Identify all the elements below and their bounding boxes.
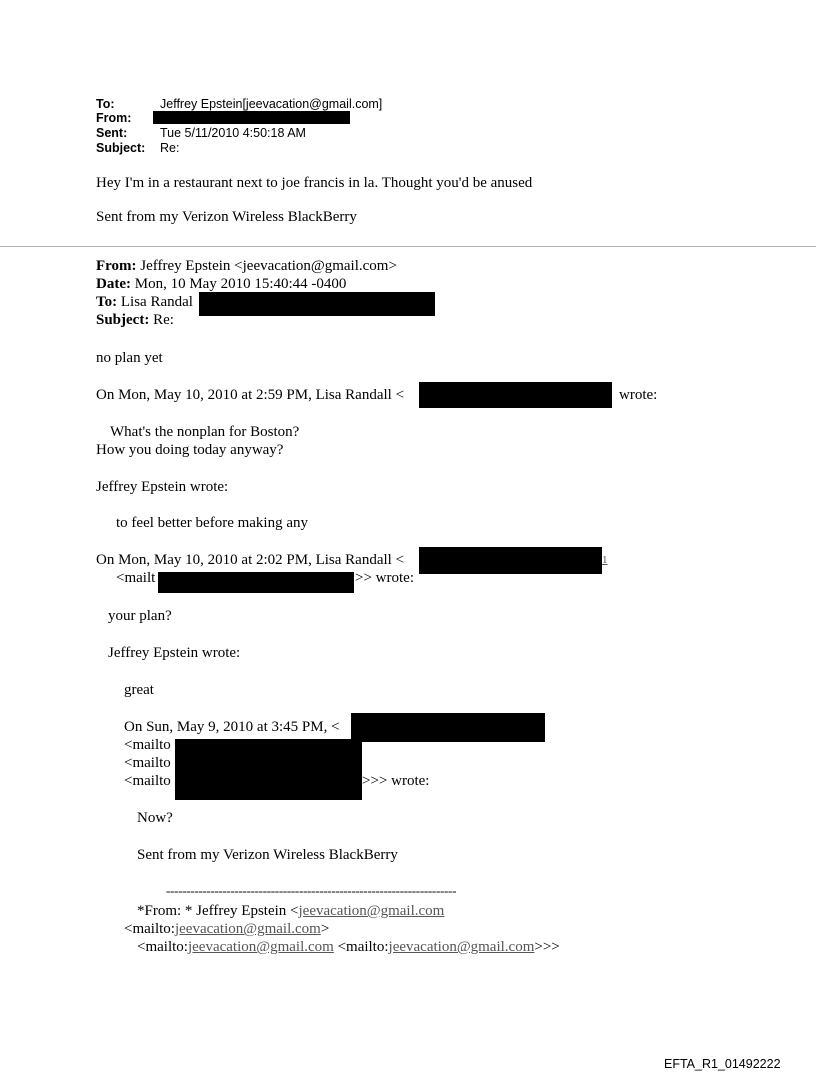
fwd-from-line	[137, 902, 444, 920]
to-value: Jeffrey Epstein[jeevacation@gmail.com]	[160, 97, 383, 111]
quoted-date-label: Date:	[96, 276, 131, 292]
email-header	[96, 97, 496, 159]
wrote-line-2: >>> wrote:	[362, 773, 430, 789]
wrote-line-1: >> wrote:	[355, 570, 414, 586]
redaction-mailto-1	[158, 572, 354, 593]
quoted-date-line	[96, 275, 346, 293]
now-text: Now?	[137, 810, 173, 826]
from-label: From:	[96, 111, 132, 125]
on-mon-259-wrote: wrote:	[619, 387, 658, 403]
mailto-open-2: <mailto:	[137, 939, 188, 955]
email-link-2[interactable]: jeevacation@gmail.com	[174, 921, 321, 937]
quoted-to-line	[96, 293, 193, 311]
message-body: Hey I'm in a restaurant next to joe francis in la. Thought you'd be anused	[96, 175, 533, 191]
redaction-sun-2	[175, 739, 362, 800]
fwd-mailto-line-2	[137, 938, 560, 956]
quoted-to-label: To:	[96, 294, 118, 310]
document-id: EFTA_R1_01492222	[664, 1057, 781, 1071]
divider	[0, 246, 816, 247]
mailto-line-b: <mailto	[124, 755, 171, 771]
subject-label: Subject:	[96, 141, 146, 155]
on-mon-202-tail: 1	[602, 554, 608, 566]
fwd-from-prefix: *From: * Jeffrey Epstein <	[137, 903, 299, 919]
nonplan-text: What's the nonplan for Boston?	[110, 424, 300, 440]
close-3: >>>	[534, 939, 560, 955]
quoted-from-line	[96, 257, 397, 275]
quoted-from-value: Jeffrey Epstein <jeevacation@gmail.com>	[140, 258, 397, 274]
no-plan-text: no plan yet	[96, 350, 163, 366]
email-link-1[interactable]: jeevacation@gmail.com	[298, 903, 445, 919]
quoted-to-value: Lisa Randal	[120, 294, 193, 310]
to-label: To:	[96, 97, 115, 111]
on-sun-line: On Sun, May 9, 2010 at 3:45 PM, <	[124, 719, 340, 735]
close-1: >	[320, 921, 330, 937]
on-mon-202-line: On Mon, May 10, 2010 at 2:02 PM, Lisa Randall <	[96, 552, 405, 568]
quoted-subject-label: Subject:	[96, 312, 150, 328]
subject-value: Re:	[160, 141, 180, 155]
redaction-email-2	[419, 547, 602, 574]
on-mon-259-line: On Mon, May 10, 2010 at 2:59 PM, Lisa Randall <	[96, 387, 405, 403]
redaction-sun-1	[351, 713, 545, 742]
redaction-to	[199, 292, 435, 316]
mailto-line-a: <mailto	[124, 737, 171, 753]
email-link-3[interactable]: jeevacation@gmail.com	[187, 939, 334, 955]
sent-label: Sent:	[96, 126, 128, 140]
feel-better-text: to feel better before making any	[116, 515, 308, 531]
mailto-line-c: <mailto	[124, 773, 171, 789]
email-link-4[interactable]: jeevacation@gmail.com	[388, 939, 535, 955]
je-wrote-1: Jeffrey Epstein wrote:	[96, 479, 229, 495]
redaction-from	[153, 111, 350, 124]
sent-value: Tue 5/11/2010 4:50:18 AM	[160, 126, 306, 140]
quoted-subject-value: Re:	[153, 312, 174, 328]
dash-separator: ------------------------------------------------------------------------	[166, 883, 457, 898]
your-plan-text: your plan?	[108, 608, 172, 624]
fwd-mailto-line-1	[124, 920, 329, 938]
message-signature: Sent from my Verizon Wireless BlackBerry	[96, 209, 357, 225]
quoted-from-label: From:	[96, 258, 137, 274]
je-wrote-2: Jeffrey Epstein wrote:	[108, 645, 241, 661]
how-doing-text: How you doing today anyway?	[96, 442, 284, 458]
quoted-subject-line	[96, 311, 174, 329]
mailto-mid: <mailto:	[333, 939, 389, 955]
redaction-email-1	[419, 382, 612, 408]
mailto-line-1: <mailt	[116, 570, 156, 586]
signature-2: Sent from my Verizon Wireless BlackBerry	[137, 847, 398, 863]
mailto-open-1: <mailto:	[124, 921, 175, 937]
great-text: great	[124, 682, 154, 698]
quoted-date-value: Mon, 10 May 2010 15:40:44 -0400	[134, 276, 347, 292]
